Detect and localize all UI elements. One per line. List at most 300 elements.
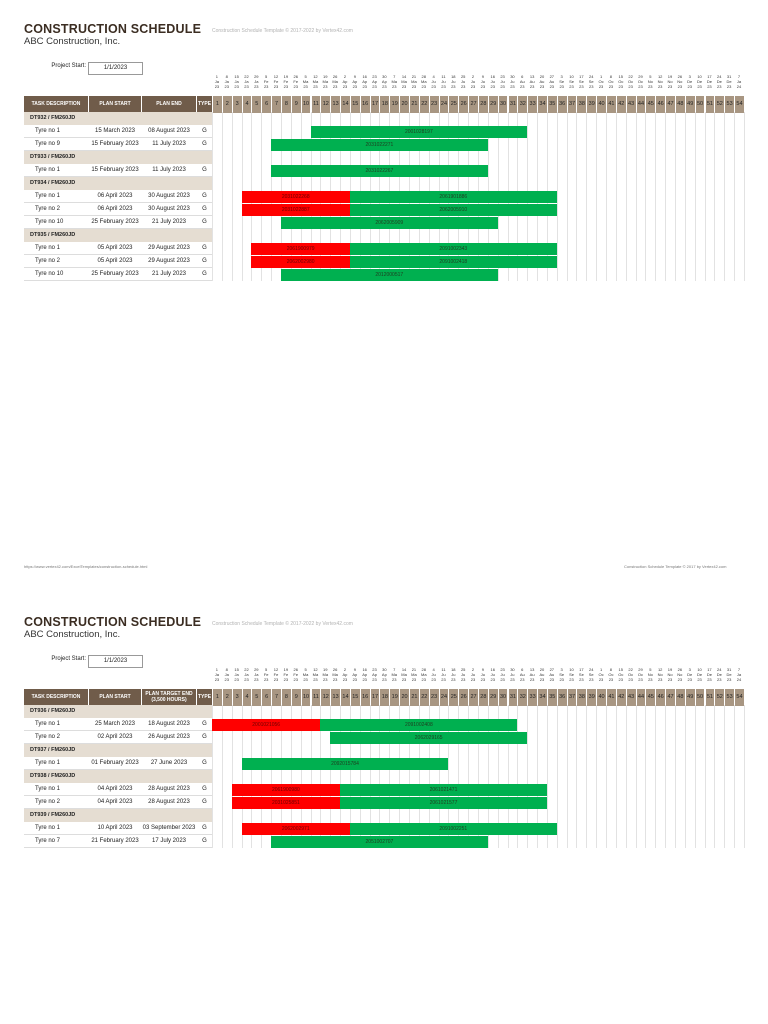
project-start-label: Project Start: bbox=[51, 63, 86, 69]
date-month: No bbox=[677, 671, 683, 677]
task-row[interactable] bbox=[24, 835, 212, 848]
date-year: 23 bbox=[332, 83, 338, 89]
week-number: 38 bbox=[576, 689, 586, 706]
week-number: 50 bbox=[695, 96, 705, 113]
schedule-bar[interactable]: 2091002408 bbox=[320, 719, 517, 731]
date-year: 23 bbox=[451, 83, 456, 89]
task-description: Tyre no 10 bbox=[35, 219, 64, 225]
plan-end: 21 July 2023 bbox=[151, 271, 187, 277]
week-number: 8 bbox=[281, 689, 291, 706]
date-year: 23 bbox=[421, 83, 426, 89]
section-header: DT934 / FM260JD bbox=[24, 177, 212, 190]
grid-line bbox=[695, 705, 696, 848]
plan-start: 01 February 2023 bbox=[91, 760, 139, 766]
date-year: 23 bbox=[618, 676, 623, 682]
week-number: 4 bbox=[242, 689, 252, 706]
date-month: De bbox=[716, 78, 722, 84]
date-year: 23 bbox=[657, 83, 663, 89]
grid-line bbox=[665, 112, 666, 281]
date-year: 23 bbox=[579, 676, 584, 682]
task-row[interactable] bbox=[24, 731, 212, 744]
page-title: CONSTRUCTION SCHEDULE bbox=[24, 22, 202, 36]
week-number: 9 bbox=[291, 689, 301, 706]
date-day: 3 bbox=[688, 667, 691, 672]
date-day: 23 bbox=[372, 74, 377, 79]
week-number: 49 bbox=[685, 689, 695, 706]
week-number: 6 bbox=[261, 689, 271, 706]
plan-start: 05 April 2023 bbox=[97, 245, 133, 251]
date-month: Oc bbox=[608, 78, 614, 84]
date-month: Ma bbox=[332, 671, 338, 677]
footer-url: https://www.vertex42.com/ExcelTemplates/construction-schedule.html bbox=[24, 564, 148, 569]
week-number: 20 bbox=[399, 689, 409, 706]
task-row[interactable] bbox=[24, 718, 212, 731]
schedule-bar[interactable]: 2001028197 bbox=[311, 126, 528, 138]
date-year: 23 bbox=[697, 676, 702, 682]
task-description: Tyre no 2 bbox=[35, 206, 61, 212]
grid-line bbox=[724, 705, 725, 848]
date-month: Ja bbox=[224, 78, 229, 84]
date-day: 5 bbox=[265, 667, 268, 672]
week-number: 18 bbox=[379, 689, 389, 706]
date-year: 23 bbox=[441, 83, 446, 89]
grid-line bbox=[734, 705, 735, 848]
date-year: 23 bbox=[726, 83, 732, 89]
date-month: Ap bbox=[362, 671, 368, 677]
date-day: 23 bbox=[372, 667, 377, 672]
date-month: Ma bbox=[302, 78, 309, 84]
task-row[interactable] bbox=[24, 796, 212, 809]
task-row[interactable] bbox=[24, 268, 212, 281]
grid-line bbox=[655, 112, 656, 281]
plan-start: 02 April 2023 bbox=[97, 734, 133, 740]
date-year: 24 bbox=[736, 676, 742, 682]
date-year: 23 bbox=[726, 676, 732, 682]
schedule-bar[interactable]: 2091002418 bbox=[350, 256, 557, 268]
task-description: Tyre no 1 bbox=[35, 721, 61, 727]
date-month: Ja bbox=[244, 78, 249, 84]
schedule-bar[interactable]: 2062005910 bbox=[350, 204, 557, 216]
date-day: 9 bbox=[353, 667, 356, 672]
week-number: 26 bbox=[458, 689, 468, 706]
date-month: Oc bbox=[618, 671, 624, 677]
plan-end: 30 August 2023 bbox=[148, 193, 190, 199]
date-year: 23 bbox=[569, 676, 574, 682]
date-day: 12 bbox=[273, 667, 279, 672]
date-year: 23 bbox=[579, 83, 584, 89]
date-month: Ja bbox=[244, 671, 249, 677]
week-number: 32 bbox=[517, 689, 527, 706]
schedule-bar[interactable]: 2091002343 bbox=[350, 243, 557, 255]
date-year: 23 bbox=[697, 83, 702, 89]
date-month: No bbox=[657, 671, 663, 677]
task-description: Tyre no 2 bbox=[35, 799, 61, 805]
section-header: DT936 / FM260JD bbox=[24, 705, 212, 718]
plan-end: 28 August 2023 bbox=[148, 786, 190, 792]
week-number: 11 bbox=[311, 689, 321, 706]
week-number: 48 bbox=[675, 689, 685, 706]
plan-end: 28 August 2023 bbox=[148, 799, 190, 805]
task-type: G bbox=[202, 786, 207, 792]
week-number: 5 bbox=[251, 96, 261, 113]
grid-line bbox=[557, 112, 558, 281]
week-number: 34 bbox=[537, 689, 547, 706]
date-year: 23 bbox=[638, 83, 643, 89]
week-number: 51 bbox=[705, 689, 715, 706]
date-year: 23 bbox=[628, 676, 633, 682]
week-number: 39 bbox=[586, 96, 596, 113]
task-type: G bbox=[202, 141, 207, 147]
date-year: 23 bbox=[539, 83, 545, 89]
date-day: 10 bbox=[697, 667, 702, 672]
date-month: Ju bbox=[461, 78, 466, 84]
date-year: 23 bbox=[608, 676, 614, 682]
week-number: 7 bbox=[271, 96, 281, 113]
week-number: 44 bbox=[636, 96, 646, 113]
date-month: Ju bbox=[461, 671, 466, 677]
date-month: Ju bbox=[510, 671, 515, 677]
date-month: Au bbox=[539, 78, 545, 84]
date-day: 23 bbox=[500, 74, 505, 79]
week-number: 41 bbox=[606, 96, 616, 113]
date-year: 23 bbox=[667, 83, 673, 89]
week-number: 54 bbox=[734, 96, 744, 113]
date-day: 17 bbox=[579, 667, 584, 672]
date-year: 23 bbox=[263, 83, 269, 89]
grid-line bbox=[616, 705, 617, 848]
task-row[interactable] bbox=[24, 216, 212, 229]
week-number: 32 bbox=[517, 96, 527, 113]
date-year: 23 bbox=[323, 676, 328, 682]
week-number: 7 bbox=[271, 689, 281, 706]
date-month: Fe bbox=[283, 671, 289, 677]
date-year: 23 bbox=[372, 676, 377, 682]
date-day: 29 bbox=[254, 667, 259, 672]
grid-line bbox=[576, 112, 577, 281]
delay-bar[interactable]: 2061900979 bbox=[251, 243, 350, 255]
delay-bar[interactable]: 2061900980 bbox=[232, 784, 340, 796]
grid-line bbox=[626, 112, 627, 281]
week-number: 35 bbox=[547, 689, 557, 706]
date-year: 23 bbox=[234, 676, 239, 682]
week-number: 15 bbox=[350, 96, 360, 113]
grid-line bbox=[606, 705, 607, 848]
date-year: 23 bbox=[382, 83, 387, 89]
task-type: G bbox=[202, 258, 207, 264]
project-start-input[interactable]: 1/1/2023 bbox=[88, 655, 143, 668]
schedule-page-2 bbox=[0, 615, 768, 1024]
date-month: Au bbox=[529, 78, 535, 84]
task-row[interactable] bbox=[24, 203, 212, 216]
date-year: 24 bbox=[736, 83, 742, 89]
footer-copyright: Construction Schedule Template © 2017 by Vertex42.com bbox=[624, 564, 727, 569]
date-year: 23 bbox=[431, 676, 436, 682]
date-month: Oc bbox=[598, 671, 604, 677]
date-day: 26 bbox=[677, 74, 683, 79]
date-year: 23 bbox=[480, 83, 486, 89]
date-month: Ju bbox=[480, 78, 485, 84]
date-month: Fe bbox=[293, 78, 299, 84]
section-header: DT933 / FM260JD bbox=[24, 151, 212, 164]
date-month: De bbox=[697, 671, 703, 677]
plan-start: 04 April 2023 bbox=[97, 799, 133, 805]
date-year: 23 bbox=[352, 676, 358, 682]
date-year: 23 bbox=[500, 83, 505, 89]
date-day: 7 bbox=[393, 74, 396, 79]
week-number: 11 bbox=[311, 96, 321, 113]
date-month: Ju bbox=[431, 671, 436, 677]
week-number: 40 bbox=[596, 96, 606, 113]
date-day: 10 bbox=[569, 74, 574, 79]
week-number: 50 bbox=[695, 689, 705, 706]
date-day: 16 bbox=[362, 74, 367, 79]
task-description: Tyre no 2 bbox=[35, 258, 61, 264]
grid-line bbox=[744, 705, 745, 848]
plan-start: 15 February 2023 bbox=[91, 141, 139, 147]
date-day: 3 bbox=[560, 74, 563, 79]
date-month: Ju bbox=[470, 78, 476, 84]
task-row[interactable] bbox=[24, 757, 212, 770]
date-month: Oc bbox=[637, 78, 644, 84]
header-plan-start: PLAN START bbox=[89, 689, 141, 706]
date-year: 23 bbox=[244, 676, 249, 682]
plan-start: 25 February 2023 bbox=[91, 219, 139, 225]
date-month: No bbox=[667, 78, 673, 84]
schedule-bar[interactable]: 2061021577 bbox=[340, 797, 547, 809]
week-number: 37 bbox=[567, 96, 577, 113]
week-number: 52 bbox=[714, 96, 724, 113]
date-month: Ap bbox=[352, 671, 358, 677]
date-month: Se bbox=[578, 671, 584, 677]
grid-line bbox=[636, 112, 637, 281]
date-day: 25 bbox=[460, 667, 466, 672]
task-type: G bbox=[202, 838, 207, 844]
date-year: 23 bbox=[244, 83, 249, 89]
schedule-bar[interactable]: 2031022267 bbox=[271, 165, 488, 177]
task-description: Tyre no 1 bbox=[35, 193, 61, 199]
week-number: 33 bbox=[527, 689, 537, 706]
task-type: G bbox=[202, 193, 207, 199]
task-type: G bbox=[202, 245, 207, 251]
date-year: 23 bbox=[628, 83, 633, 89]
date-year: 23 bbox=[214, 83, 220, 89]
date-month: Ma bbox=[401, 78, 407, 84]
schedule-bar[interactable]: 2061021471 bbox=[340, 784, 547, 796]
week-number: 48 bbox=[675, 96, 685, 113]
week-number: 17 bbox=[370, 96, 380, 113]
task-row[interactable] bbox=[24, 125, 212, 138]
header-plan-end: PLAN END bbox=[142, 96, 196, 113]
date-day: 12 bbox=[313, 74, 318, 79]
date-month: No bbox=[677, 78, 683, 84]
plan-end: 30 August 2023 bbox=[148, 206, 190, 212]
schedule-bar[interactable]: 2062029165 bbox=[330, 732, 527, 744]
date-year: 23 bbox=[529, 83, 535, 89]
date-month: Oc bbox=[598, 78, 604, 84]
week-number: 36 bbox=[557, 96, 567, 113]
date-day: 8 bbox=[225, 667, 228, 672]
week-number: 35 bbox=[547, 96, 557, 113]
task-row[interactable] bbox=[24, 783, 212, 796]
plan-start: 05 April 2023 bbox=[97, 258, 133, 264]
date-month: Ma bbox=[411, 671, 417, 677]
week-number: 21 bbox=[409, 96, 419, 113]
date-month: Ju bbox=[500, 78, 505, 84]
date-day: 11 bbox=[441, 667, 446, 672]
week-number: 20 bbox=[399, 96, 409, 113]
schedule-bar[interactable]: 2051002707 bbox=[271, 836, 488, 848]
date-month: Se bbox=[588, 671, 594, 677]
week-number: 46 bbox=[655, 96, 665, 113]
plan-end: 18 August 2023 bbox=[148, 721, 190, 727]
date-year: 23 bbox=[401, 83, 407, 89]
week-number: 45 bbox=[645, 689, 655, 706]
grid-line bbox=[567, 705, 568, 848]
date-day: 30 bbox=[382, 667, 387, 672]
date-year: 23 bbox=[470, 83, 476, 89]
date-day: 22 bbox=[244, 667, 249, 672]
date-month: Ma bbox=[401, 671, 407, 677]
week-number: 47 bbox=[665, 689, 675, 706]
task-row[interactable] bbox=[24, 190, 212, 203]
date-day: 6 bbox=[521, 667, 524, 672]
week-number: 31 bbox=[508, 96, 518, 113]
date-day: 1 bbox=[215, 667, 219, 672]
week-number: 14 bbox=[340, 689, 350, 706]
schedule-bar[interactable]: 2012000517 bbox=[281, 269, 498, 281]
date-year: 23 bbox=[520, 676, 525, 682]
date-year: 23 bbox=[382, 676, 387, 682]
task-row[interactable] bbox=[24, 164, 212, 177]
date-month: De bbox=[706, 78, 712, 84]
date-day: 8 bbox=[609, 667, 613, 672]
date-day: 15 bbox=[234, 74, 239, 79]
week-number: 33 bbox=[527, 96, 537, 113]
date-day: 8 bbox=[225, 74, 228, 79]
date-year: 23 bbox=[677, 83, 683, 89]
date-month: Ap bbox=[372, 78, 377, 84]
date-month: Se bbox=[569, 671, 574, 677]
task-row[interactable] bbox=[24, 242, 212, 255]
date-month: Ju bbox=[441, 671, 446, 677]
date-day: 12 bbox=[313, 667, 318, 672]
date-day: 15 bbox=[618, 667, 623, 672]
date-day: 11 bbox=[441, 74, 446, 79]
task-row[interactable] bbox=[24, 822, 212, 835]
week-number: 14 bbox=[340, 96, 350, 113]
delay-bar[interactable]: 2001021056 bbox=[212, 719, 320, 731]
plan-end: 27 June 2023 bbox=[150, 760, 188, 766]
grid-line bbox=[645, 112, 646, 281]
company-name: ABC Construction, Inc. bbox=[24, 629, 121, 640]
date-year: 23 bbox=[707, 83, 712, 89]
date-year: 23 bbox=[677, 676, 683, 682]
date-day: 22 bbox=[628, 74, 633, 79]
week-number: 16 bbox=[360, 689, 370, 706]
date-year: 23 bbox=[549, 676, 555, 682]
week-number: 19 bbox=[389, 689, 399, 706]
header-type: TYPE bbox=[197, 96, 212, 113]
week-number: 24 bbox=[439, 96, 449, 113]
date-month: Ma bbox=[391, 78, 397, 84]
date-month: Ja bbox=[736, 671, 742, 677]
week-number: 54 bbox=[734, 689, 744, 706]
date-year: 23 bbox=[470, 676, 476, 682]
grid-line bbox=[685, 705, 686, 848]
plan-end: 26 August 2023 bbox=[148, 734, 190, 740]
schedule-bar[interactable]: 2092015784 bbox=[242, 758, 449, 770]
task-row[interactable] bbox=[24, 138, 212, 151]
date-year: 23 bbox=[224, 676, 229, 682]
week-number: 37 bbox=[567, 689, 577, 706]
week-number: 2 bbox=[222, 96, 232, 113]
date-month: Se bbox=[559, 671, 565, 677]
week-number: 29 bbox=[488, 96, 498, 113]
date-day: 1 bbox=[215, 74, 219, 79]
schedule-bar[interactable]: 2061901886 bbox=[350, 191, 557, 203]
task-row[interactable] bbox=[24, 255, 212, 268]
date-month: Ap bbox=[342, 671, 348, 677]
date-year: 23 bbox=[303, 83, 308, 89]
date-day: 18 bbox=[451, 74, 456, 79]
date-year: 23 bbox=[362, 676, 367, 682]
week-number: 30 bbox=[498, 96, 508, 113]
date-day: 13 bbox=[529, 74, 535, 79]
date-year: 23 bbox=[667, 676, 673, 682]
date-month: Fe bbox=[293, 671, 299, 677]
week-number: 8 bbox=[281, 96, 291, 113]
week-number: 4 bbox=[242, 96, 252, 113]
delay-bar[interactable]: 2031022887 bbox=[242, 204, 350, 216]
date-day: 17 bbox=[707, 667, 712, 672]
task-description: Tyre no 1 bbox=[35, 786, 61, 792]
grid-line bbox=[714, 705, 715, 848]
delay-bar[interactable]: 2031022268 bbox=[242, 191, 350, 203]
delay-bar[interactable]: 2062002971 bbox=[242, 823, 350, 835]
section-header: DT932 / FM260JD bbox=[24, 112, 212, 125]
date-day: 15 bbox=[618, 74, 623, 79]
task-type: G bbox=[202, 721, 207, 727]
date-year: 23 bbox=[234, 83, 239, 89]
project-start-input[interactable]: 1/1/2023 bbox=[88, 62, 143, 75]
schedule-bar[interactable]: 2062005909 bbox=[281, 217, 498, 229]
schedule-bar[interactable]: 2091002251 bbox=[350, 823, 557, 835]
header-plan-start: PLAN START bbox=[89, 96, 141, 113]
delay-bar[interactable]: 2062002980 bbox=[251, 256, 350, 268]
grid-line bbox=[705, 705, 706, 848]
date-year: 23 bbox=[263, 676, 269, 682]
date-day: 20 bbox=[539, 667, 545, 672]
header-plan-end: PLAN TARGET END (3,500 HOURS) bbox=[142, 689, 196, 706]
grid-line bbox=[675, 112, 676, 281]
date-year: 23 bbox=[342, 676, 348, 682]
date-year: 23 bbox=[431, 83, 436, 89]
date-year: 23 bbox=[411, 676, 417, 682]
date-day: 26 bbox=[293, 74, 298, 79]
date-day: 1 bbox=[599, 74, 603, 79]
date-month: Oc bbox=[608, 671, 614, 677]
date-day: 24 bbox=[588, 667, 594, 672]
schedule-bar[interactable]: 2031022271 bbox=[271, 139, 488, 151]
date-year: 23 bbox=[283, 676, 289, 682]
week-number: 45 bbox=[645, 96, 655, 113]
date-day: 12 bbox=[657, 74, 663, 79]
date-day: 19 bbox=[667, 667, 673, 672]
date-year: 23 bbox=[332, 676, 338, 682]
delay-bar[interactable]: 2031025851 bbox=[232, 797, 340, 809]
page-title: CONSTRUCTION SCHEDULE bbox=[24, 615, 202, 629]
date-year: 23 bbox=[569, 83, 574, 89]
